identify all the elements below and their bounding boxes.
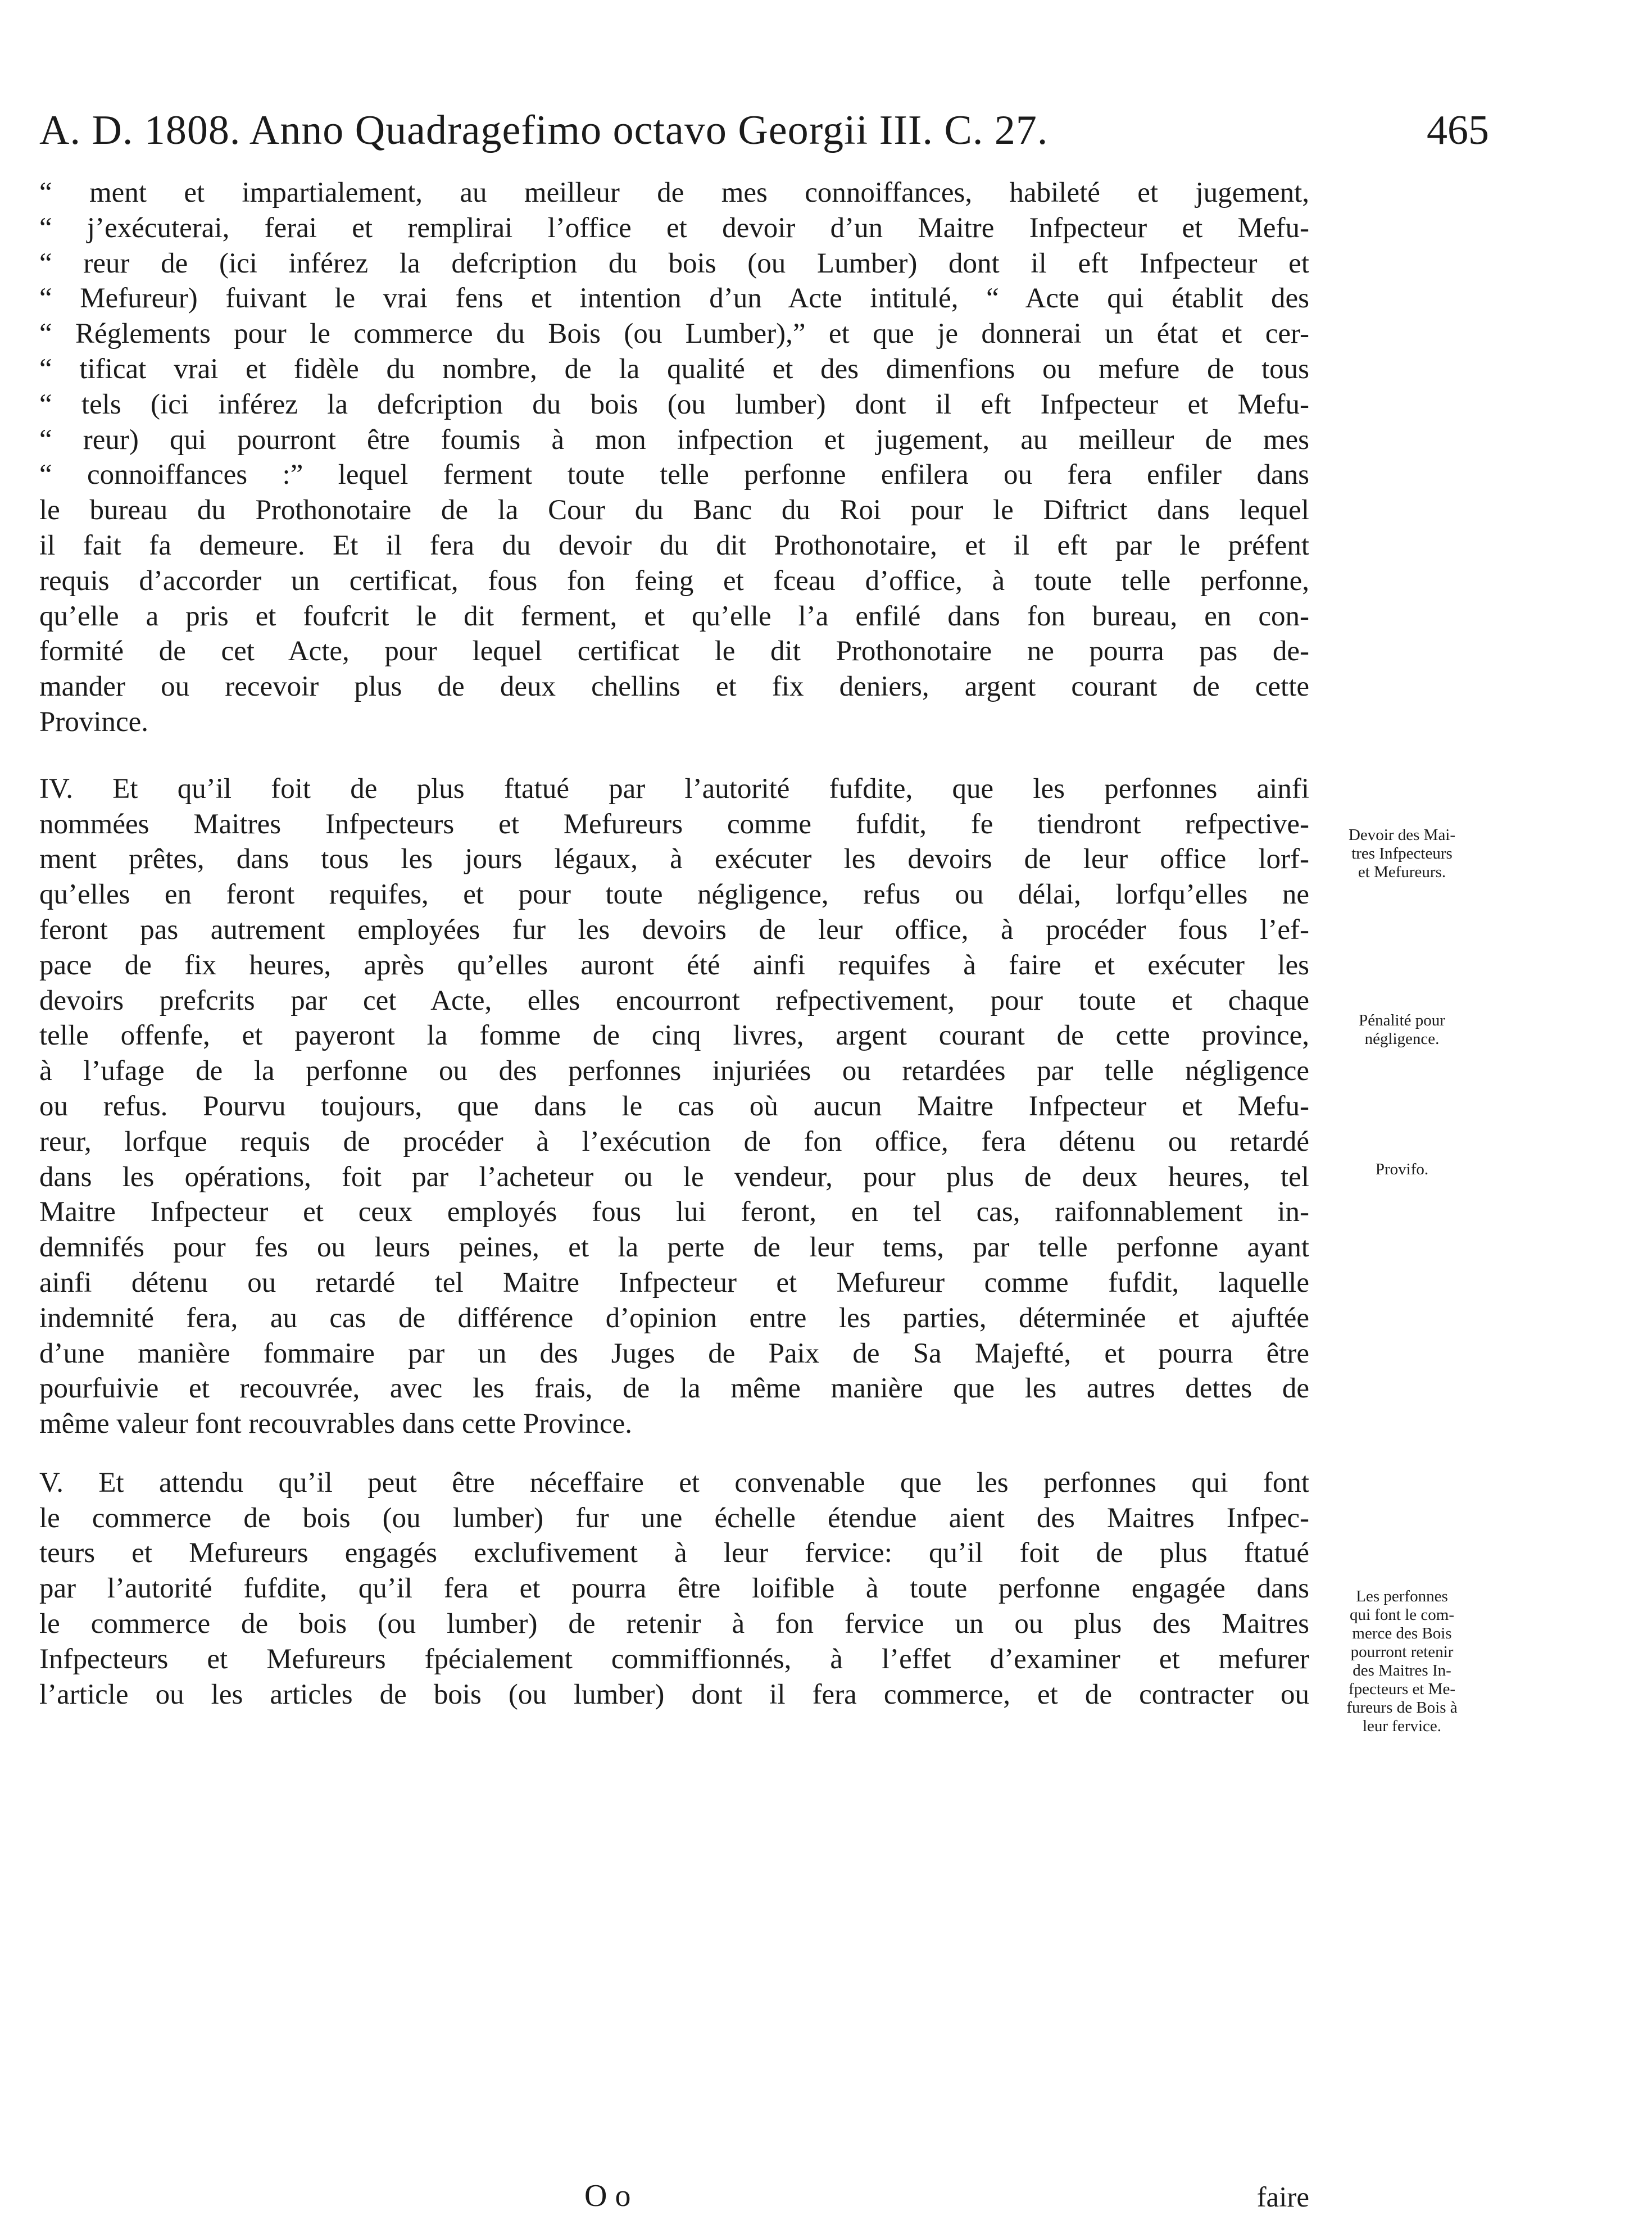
margin-note-line: Provifo. <box>1375 1160 1429 1178</box>
margin-note-retain <box>1309 1587 1495 1736</box>
text-line: feront pas autrement employées fur les devoirs de leur office, à procéder fous l’ef- <box>39 914 1309 946</box>
text-line: pourfuivie et recouvrée, avec les frais, de la même manière que les autres dettes de <box>39 1373 1309 1405</box>
section-v <box>39 1465 1309 1713</box>
text-line: ou refus. Pourvu toujours, que dans le cas où aucun Maitre Infpecteur et Mefu- <box>39 1090 1309 1122</box>
text-line: le commerce de bois (ou lumber) fur une échelle étendue aient des Maitres Infpec- <box>39 1502 1309 1534</box>
margin-note-line: des Maitres In- <box>1353 1661 1451 1679</box>
text-line: reur, lorfque requis de procéder à l’exécution de fon office, fera détenu ou retardé <box>39 1125 1309 1157</box>
text-line: ment prêtes, dans tous les jours légaux, à exécuter les devoirs de leur office lorf- <box>39 843 1309 875</box>
text-line: par l’autorité fufdite, qu’il fera et pourra être loifible à toute perfonne engagée dans <box>39 1573 1309 1605</box>
margin-note-penalty <box>1309 1011 1495 1048</box>
text-line: à l’ufage de la perfonne ou des perfonnes injuriées ou retardées par telle négligence <box>39 1055 1309 1087</box>
section-iv <box>39 771 1309 1442</box>
text-line: demnifés pour fes ou leurs peines, et la perte de leur tems, par telle perfonne ayant <box>39 1232 1309 1264</box>
text-line: l’article ou les articles de bois (ou lumber) dont il fera commerce, et de contracter ou <box>39 1678 1309 1710</box>
text-line: “ tels (ici inférez la defcription du bois (ou lumber) dont il eft Infpecteur et Mefu- <box>39 388 1309 420</box>
text-line: nommées Maitres Infpecteurs et Mefureurs comme fufdit, fe tiendront refpective- <box>39 808 1309 840</box>
header-title: A. D. 1808. Anno Quadragefimo octavo Georgii III. C. 27. <box>39 107 1049 153</box>
text-line: devoirs prefcrits par cet Acte, elles encourront refpectivement, pour toute et chaque <box>39 984 1309 1016</box>
text-line: d’une manière fommaire par un des Juges de Paix de Sa Majefté, et pourra être <box>39 1337 1309 1369</box>
text-line: il fait fa demeure. Et il fera du devoir du dit Prothonotaire, et il eft par le préfent <box>39 529 1309 561</box>
margin-note-line: fureurs de Bois à <box>1346 1699 1458 1717</box>
text-line: qu’elle a pris et foufcrit le dit ferment, et qu’elle l’a enfilé dans fon bureau, en con- <box>39 600 1309 632</box>
text-line: Maitre Infpecteur et ceux employés fous lui feront, en tel cas, raifonnablement in- <box>39 1196 1309 1228</box>
text-line: requis d’accorder un certificat, fous fon feing et fceau d’office, à toute telle perfonne, <box>39 565 1309 597</box>
running-header <box>39 107 1489 169</box>
signature-mark: O o <box>584 2178 631 2213</box>
text-line: IV. Et qu’il foit de plus ftatué par l’autorité fufdite, que les perfonnes ainfi <box>39 773 1309 805</box>
text-line: dans les opérations, foit par l’acheteur ou le vendeur, pour plus de deux heures, tel <box>39 1161 1309 1193</box>
margin-note-line: fpecteurs et Me- <box>1348 1680 1455 1698</box>
margin-note-line: Les perfonnes <box>1356 1587 1448 1605</box>
text-line: “ ment et impartialement, au meilleur de mes connoiffances, habileté et jugement, <box>39 177 1309 208</box>
margin-note-line: pourront retenir <box>1350 1643 1454 1661</box>
margin-note-line: tres Infpecteurs <box>1351 845 1453 862</box>
page-number: 465 <box>1427 107 1489 153</box>
text-line: le commerce de bois (ou lumber) de retenir à fon fervice un ou plus des Maitres <box>39 1608 1309 1640</box>
body-text <box>39 175 1309 1712</box>
oath-continuation <box>39 175 1309 740</box>
text-line: “ j’exécuterai, ferai et remplirai l’office et devoir d’un Maitre Infpecteur et Mefu- <box>39 212 1309 244</box>
text-line: Infpecteurs et Mefureurs fpécialement commiffionnés, à l’effet d’examiner et mefurer <box>39 1643 1309 1675</box>
text-line: teurs et Mefureurs engagés exclufivement à leur fervice: qu’il foit de plus ftatué <box>39 1537 1309 1569</box>
margin-note-duties <box>1309 826 1495 882</box>
text-line: “ tificat vrai et fidèle du nombre, de la qualité et des dimenfions ou mefure de tous <box>39 353 1309 385</box>
text-line: “ reur de (ici inférez la defcription du bois (ou Lumber) dont il eft Infpecteur et <box>39 247 1309 279</box>
catchword: faire <box>1256 2182 1309 2213</box>
text-line: telle offenfe, et payeront la fomme de cinq livres, argent courant de cette province, <box>39 1020 1309 1052</box>
text-line: pace de fix heures, après qu’elles auront été ainfi requifes à faire et exécuter les <box>39 949 1309 981</box>
margin-note-line: Devoir des Mai- <box>1348 826 1456 844</box>
text-line: le bureau du Prothonotaire de la Cour du Banc du Roi pour le Diftrict dans lequel <box>39 494 1309 526</box>
text-line: même valeur font recouvrables dans cette Province. <box>39 1408 632 1440</box>
margin-note-line: Pénalité pour <box>1359 1011 1445 1029</box>
text-line: V. Et attendu qu’il peut être néceffaire et convenable que les perfonnes qui font <box>39 1467 1309 1499</box>
margin-note-line: négligence. <box>1364 1030 1440 1048</box>
margin-note-line: et Mefureurs. <box>1358 863 1446 881</box>
text-line: mander ou recevoir plus de deux chellins et fix deniers, argent courant de cette <box>39 671 1309 703</box>
text-line: “ Réglements pour le commerce du Bois (ou Lumber),” et que je donnerai un état et cer- <box>39 318 1309 350</box>
text-line: “ Mefureur) fuivant le vrai fens et intention d’un Acte intitulé, “ Acte qui établit des <box>39 283 1309 315</box>
text-line: indemnité fera, au cas de différence d’opinion entre les parties, déterminée et ajuftée <box>39 1302 1309 1334</box>
margin-note-line: qui font le com- <box>1349 1606 1455 1624</box>
text-line: “ reur) qui pourront être foumis à mon infpection et jugement, au meilleur de mes <box>39 424 1309 456</box>
margin-note-proviso <box>1309 1160 1495 1179</box>
text-line: formité de cet Acte, pour lequel certificat le dit Prothonotaire ne pourra pas de- <box>39 635 1309 668</box>
margin-note-line: leur fervice. <box>1362 1717 1442 1735</box>
text-line: “ connoiffances :” lequel ferment toute telle perfonne enfilera ou fera enfiler dans <box>39 459 1309 491</box>
text-line: ainfi détenu ou retardé tel Maitre Infpecteur et Mefureur comme fufdit, laquelle <box>39 1266 1309 1299</box>
text-line: qu’elles en feront requifes, et pour toute négligence, refus ou délai, lorfqu’elles ne <box>39 879 1309 911</box>
text-line: Province. <box>39 706 149 738</box>
margin-note-line: merce des Bois <box>1352 1624 1452 1642</box>
